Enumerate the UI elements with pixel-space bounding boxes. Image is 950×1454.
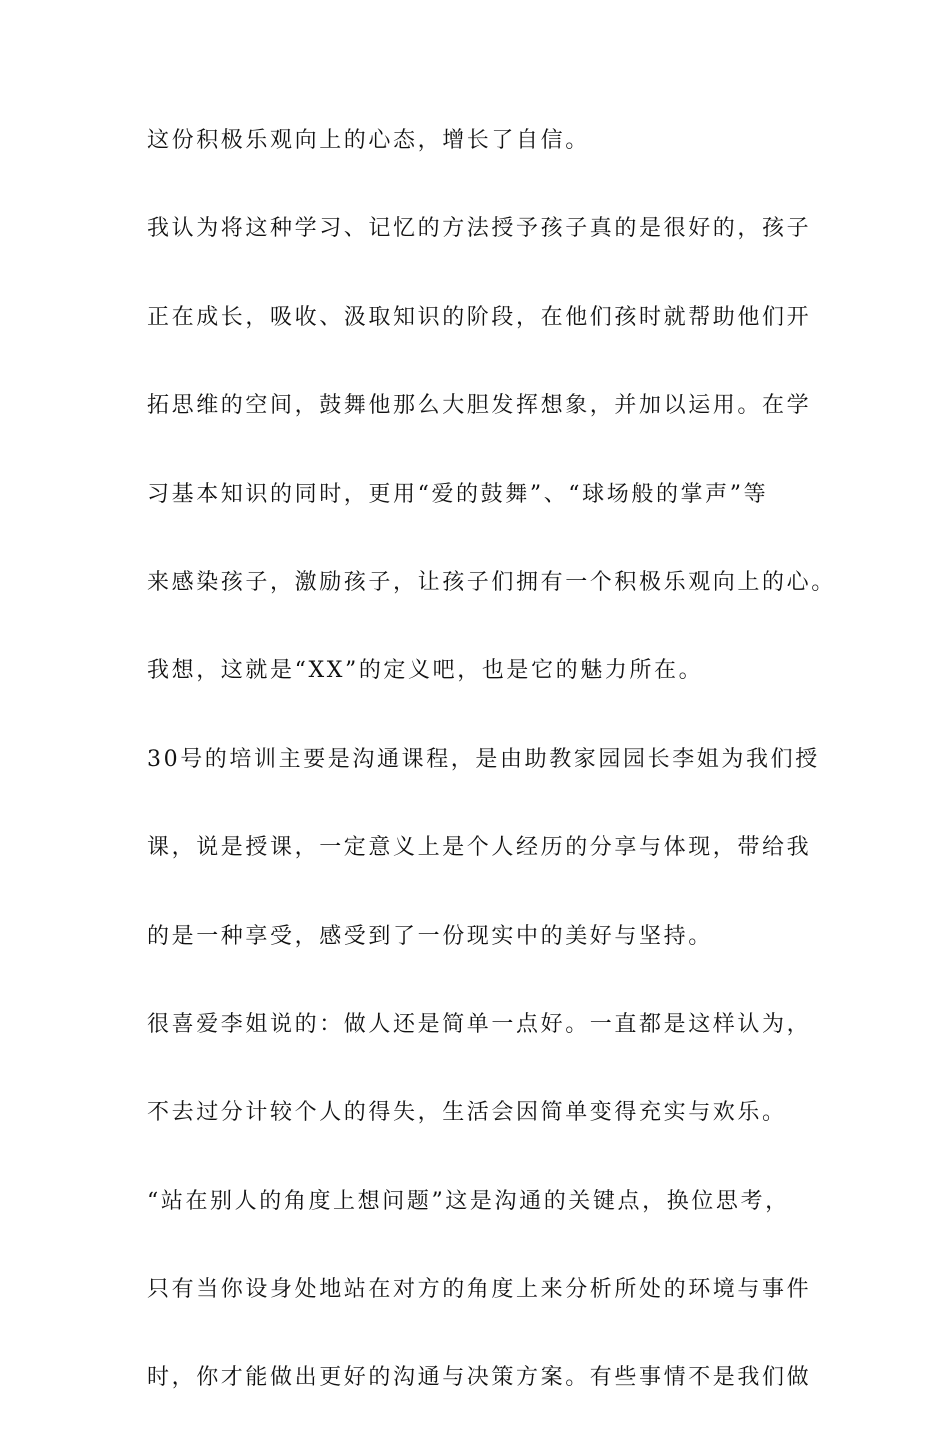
text-line: 课，说是授课，一定意义上是个人经历的分享与体现，带给我 [147, 835, 812, 861]
text-line: 不去过分计较个人的得失，生活会因简单变得充实与欢乐。 [147, 1100, 787, 1126]
text-line: 的是一种享受，感受到了一份现实中的美好与坚持。 [147, 923, 713, 949]
body-text [147, 128, 837, 1454]
text-line: 来感染孩子，激励孩子，让孩子们拥有一个积极乐观向上的心。 [147, 569, 836, 595]
text-line: 只有当你设身处地站在对方的角度上来分析所处的环境与事件 [147, 1277, 812, 1303]
text-line: 正在成长，吸收、汲取知识的阶段，在他们孩时就帮助他们开 [147, 304, 812, 330]
text-line: 时，你才能做出更好的沟通与决策方案。有些事情不是我们做 [147, 1365, 812, 1391]
text-line: 习基本知识的同时，更用“爱的鼓舞”、“球场般的掌声”等 [147, 481, 769, 507]
text-line: 30号的培训主要是沟通课程，是由助教家园园长李姐为我们授 [147, 746, 820, 772]
text-line: “站在别人的角度上想问题”这是沟通的关键点，换位思考， [147, 1188, 790, 1214]
text-line: 我想，这就是“XX”的定义吧，也是它的魅力所在。 [147, 658, 704, 684]
text-line: 拓思维的空间，鼓舞他那么大胆发挥想象，并加以运用。在学 [147, 393, 812, 419]
text-line: 很喜爱李姐说的：做人还是简单一点好。一直都是这样认为， [147, 1011, 812, 1037]
text-line: 这份积极乐观向上的心态，增长了自信。 [147, 128, 590, 153]
text-line: 我认为将这种学习、记忆的方法授予孩子真的是很好的，孩子 [147, 216, 812, 242]
